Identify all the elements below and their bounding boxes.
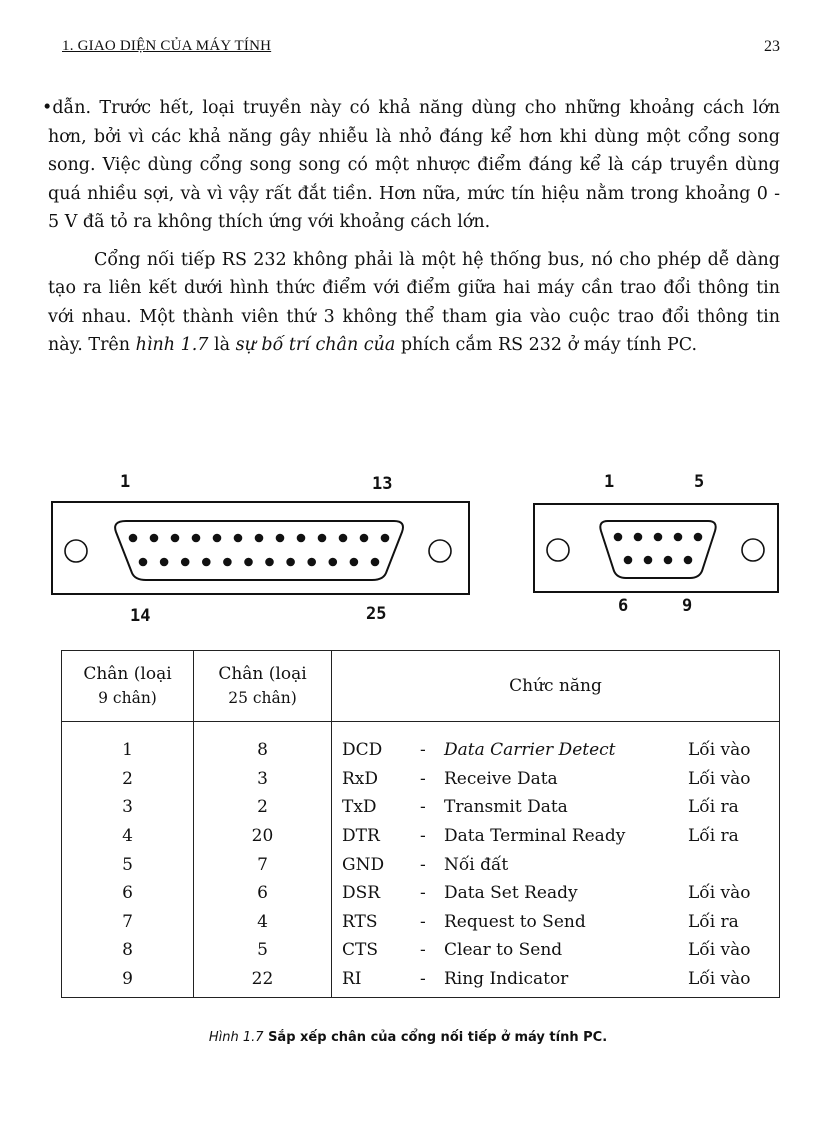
paragraph-2-emphasis: sự bố trí chân của — [235, 335, 396, 355]
db9-pin — [644, 556, 653, 565]
signal-abbr: CTS — [342, 940, 378, 961]
table-row — [62, 879, 780, 908]
col-header-25pin-line1: Chân (loại — [218, 664, 307, 684]
paragraph-1 — [42, 94, 780, 237]
figure-reference: hình 1.7 — [135, 335, 209, 355]
table-row — [62, 793, 780, 822]
signal-direction: Lối vào — [688, 969, 751, 990]
pin-25-cell: 8 — [194, 736, 332, 765]
signal-dash: - — [420, 740, 426, 761]
signal-description: Nối đất — [444, 854, 509, 875]
signal-dash: - — [420, 911, 426, 932]
signal-description: Clear to Send — [444, 940, 563, 961]
db25-pin — [276, 534, 285, 543]
signal-direction: Lối vào — [688, 768, 751, 789]
db9-pin — [654, 533, 663, 542]
figure-label: Hình 1.7 — [208, 1030, 264, 1045]
db9-pin — [694, 533, 703, 542]
signal-abbr: DTR — [342, 826, 380, 847]
pin-9-cell: 2 — [62, 765, 194, 794]
signal-abbr: GND — [342, 854, 385, 875]
db25-pin — [213, 534, 222, 543]
db25-pin — [381, 534, 390, 543]
body-text — [42, 94, 780, 360]
db9-d-shell — [600, 521, 715, 578]
db25-pin — [223, 558, 232, 567]
table-header-row — [62, 651, 780, 722]
signal-direction: Lối ra — [688, 797, 739, 818]
col-header-function-label: Chức năng — [509, 676, 602, 696]
paragraph-1-text: dẫn. Trước hết, loại truyền này có khả năng dùng cho những khoảng cách lớn hơn, bởi vì các khả năng gây nhiễu là nhỏ đáng kể hơn khi dùng một cổng song song. Việc dùng cổng song song có một nhược điểm đáng kể là cáp truyền dùng quá nhiều sợi, và vì vậy rất đắt tiền. Hơn nữa, mức tín hiệu nằm trong khoảng 0 - 5 V đã tỏ ra không thích ứng với khoảng cách lớn. — [48, 98, 780, 232]
pin-25-cell: 22 — [194, 965, 332, 998]
function-cell — [332, 965, 780, 998]
bullet-mark: • — [42, 98, 53, 118]
table-row — [62, 908, 780, 937]
col-header-9pin-line1: Chân (loại — [83, 664, 172, 684]
db9-pin — [624, 556, 633, 565]
pin-9-cell: 9 — [62, 965, 194, 998]
figure-caption-text: Sắp xếp chân của cổng nối tiếp ở máy tính PC. — [268, 1030, 608, 1045]
db25-pin — [150, 534, 159, 543]
function-cell — [332, 736, 780, 765]
db25-pin — [202, 558, 211, 567]
table-spacer-row — [62, 722, 780, 737]
db25-pin-label-13: 13 — [372, 474, 393, 494]
signal-description: Transmit Data — [444, 797, 568, 818]
db25-pin — [350, 558, 359, 567]
pin-9-cell: 3 — [62, 793, 194, 822]
pin-25-cell: 20 — [194, 822, 332, 851]
db25-pin — [139, 558, 148, 567]
figure-caption — [0, 1030, 816, 1045]
signal-dash: - — [420, 854, 426, 875]
signal-description: Request to Send — [444, 911, 586, 932]
connector-diagram — [0, 470, 816, 630]
function-cell — [332, 822, 780, 851]
pin-assignment-table — [61, 650, 780, 998]
signal-abbr: DSR — [342, 883, 381, 904]
db25-pin-label-25: 25 — [366, 604, 387, 624]
db25-pin — [160, 558, 169, 567]
table-row — [62, 965, 780, 998]
db25-pin-label-14: 14 — [130, 606, 151, 626]
pin-25-cell: 5 — [194, 936, 332, 965]
db9-pin-label-5: 5 — [694, 472, 705, 492]
signal-dash: - — [420, 797, 426, 818]
signal-dash: - — [420, 826, 426, 847]
pin-9-cell: 7 — [62, 908, 194, 937]
db25-pin — [192, 534, 201, 543]
db25-pin — [307, 558, 316, 567]
signal-direction: Lối vào — [688, 940, 751, 961]
pin-9-cell: 6 — [62, 879, 194, 908]
signal-abbr: TxD — [342, 797, 377, 818]
db25-pin — [129, 534, 138, 543]
db25-pin — [181, 558, 190, 567]
signal-abbr: DCD — [342, 740, 383, 761]
running-header — [62, 38, 780, 62]
signal-dash: - — [420, 940, 426, 961]
table-row — [62, 850, 780, 879]
col-header-function — [332, 651, 780, 722]
db25-pin — [339, 534, 348, 543]
db25-d-shell — [115, 521, 403, 580]
db25-pin — [286, 558, 295, 567]
db25-pin — [265, 558, 274, 567]
db25-pin — [329, 558, 338, 567]
function-cell — [332, 850, 780, 879]
function-cell — [332, 936, 780, 965]
function-cell — [332, 793, 780, 822]
db25-pin — [171, 534, 180, 543]
db25-pin — [255, 534, 264, 543]
db9-mount-hole-right — [742, 539, 764, 561]
signal-dash: - — [420, 768, 426, 789]
signal-direction: Lối ra — [688, 826, 739, 847]
db25-pin — [244, 558, 253, 567]
db25-mount-hole-left — [65, 540, 87, 562]
db25-pins — [129, 534, 390, 567]
db25-pin — [360, 534, 369, 543]
db25-pin — [371, 558, 380, 567]
signal-description: Ring Indicator — [444, 969, 569, 990]
db9-pin — [674, 533, 683, 542]
signal-description: Receive Data — [444, 768, 558, 789]
signal-direction: Lối vào — [688, 883, 751, 904]
db9-connector — [534, 504, 778, 592]
db9-pin — [684, 556, 693, 565]
connector-drawings — [0, 470, 816, 630]
db9-mount-hole-left — [547, 539, 569, 561]
pin-9-cell: 1 — [62, 736, 194, 765]
pin-25-cell: 4 — [194, 908, 332, 937]
col-header-25pin-line2: 25 chân) — [228, 689, 297, 707]
table-body — [62, 722, 780, 998]
db25-mount-hole-right — [429, 540, 451, 562]
db9-pin — [664, 556, 673, 565]
signal-direction: Lối vào — [688, 740, 751, 761]
table-row — [62, 765, 780, 794]
signal-dash: - — [420, 883, 426, 904]
pin-25-cell: 7 — [194, 850, 332, 879]
db25-pin-label-1: 1 — [120, 472, 131, 492]
db9-pin-label-6: 6 — [618, 596, 629, 616]
col-header-25pin — [194, 651, 332, 722]
db25-pin — [234, 534, 243, 543]
paragraph-2-text-a: Cổng nối tiếp RS 232 không phải là một hệ thống bus, nó cho phép dễ dàng tạo ra liên kết dưới hình thức điểm với điểm giữa hai máy cần trao đổi thông tin với nhau. Một thành viên thứ 3 không thể tham gia vào cuộc trao đổi thông tin này. Trên — [48, 249, 780, 355]
db9-pins — [614, 533, 703, 565]
db25-pin — [297, 534, 306, 543]
signal-abbr: RxD — [342, 768, 379, 789]
function-cell — [332, 908, 780, 937]
db9-pin — [614, 533, 623, 542]
col-header-9pin — [62, 651, 194, 722]
paragraph-2-text-e: phích cắm RS 232 ở máy tính PC. — [395, 335, 698, 355]
db9-pin-label-1: 1 — [604, 472, 615, 492]
signal-abbr: RI — [342, 969, 362, 990]
signal-description: Data Carrier Detect — [444, 740, 616, 761]
pin-25-cell: 3 — [194, 765, 332, 794]
table-row — [62, 936, 780, 965]
signal-abbr: RTS — [342, 911, 378, 932]
table-row — [62, 822, 780, 851]
db25-connector — [52, 502, 469, 594]
pin-25-cell: 2 — [194, 793, 332, 822]
pin-9-cell: 5 — [62, 850, 194, 879]
table-row — [62, 736, 780, 765]
function-cell — [332, 879, 780, 908]
db25-pin — [318, 534, 327, 543]
pin-9-cell: 4 — [62, 822, 194, 851]
chapter-title: 1. GIAO DIỆN CỦA MÁY TÍNH — [62, 38, 272, 54]
signal-description: Data Terminal Ready — [444, 826, 626, 847]
db9-pin-label-9: 9 — [682, 596, 693, 616]
paragraph-2-text-c: là — [208, 335, 236, 355]
function-cell — [332, 765, 780, 794]
paragraph-2 — [48, 246, 780, 360]
col-header-9pin-line2: 9 chân) — [98, 689, 157, 707]
pin-9-cell: 8 — [62, 936, 194, 965]
db9-pin — [634, 533, 643, 542]
signal-dash: - — [420, 969, 426, 990]
signal-description: Data Set Ready — [444, 883, 578, 904]
pin-25-cell: 6 — [194, 879, 332, 908]
page-number: 23 — [764, 38, 780, 55]
signal-direction: Lối ra — [688, 911, 739, 932]
